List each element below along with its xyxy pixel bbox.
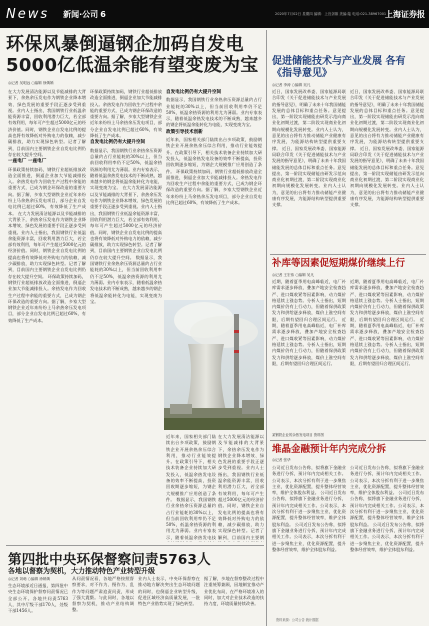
coal-column-1 (272, 279, 346, 405)
coal-column-2 (350, 279, 424, 405)
section-title-en: News (6, 6, 50, 22)
section-divider-2 (270, 440, 426, 441)
storage-column-1 (272, 89, 346, 249)
footer-note: 资料来源：公司公告 统计数据 (276, 618, 319, 622)
inspection-column-2 (72, 576, 134, 625)
lead-paragraph-8: 在大力发展清洁能源以及节能减排的大背景下，余热余压发电作为钢铁企业降本增效、绿色发展的重要手段正逐步受到重视。业内人士指出，我国钢铁行业低温余能资源丰富，回收利用潜力巨大，若全部有效利用，每年可产生超过5000亿元的经济价值。同时，钢铁企业自发电比例的提高也将有效降低对外购电力的依赖，减少碳排放，助力实现绿色转型。记者了解到，目前国内主要钢 (218, 434, 264, 540)
lead-column-5 (218, 434, 264, 542)
column-divider (266, 30, 267, 626)
inspection-column-1 (8, 583, 68, 625)
lead-paragraph-5: 数据显示，我国钢铁行业余热余压资源总量约占行业能耗的30%以上，但当前回收利用率仍不足50%，低温余热资源的利用尤为薄弱。业内专家表示，随着低温余热发电技术的不断成熟，越来越多的钢企将低温余能转化为电能，实现变废为宝。 (166, 97, 262, 128)
lead-subheading-1: 一座电厂 一座电厂 (8, 159, 47, 165)
lead-paragraph-6b: 环保政策持续加码，钢铁行业超低排放改造全面推进，倒逼企业加大节能减排投入。余热发电作为回收生产过程中余能的重要方式，已成为钢企环保改造的重要方向。据了解，多家大型钢铁企业近年来纷纷上马余热余压发电项目，部分企业自发电比例已超过60%，有效降低了生产成本。 (166, 168, 262, 206)
lead-column-4 (166, 434, 216, 542)
storage-paragraph-4: 近日，国家发展改革委、国家能源局联合印发《关于促进储能技术与产业发展的指导意见》，明确了未来十年我国储能发展的总体目标和重点任务。意见提出，第一阶段实现储能由研发示范向商业化初期过渡，第二阶段实现商业化初期向规模化发展转变。业内人士认为，意见的出台将有力推动储能产业健康有序发展，为能源结构转型提供重要支撑。 (350, 145, 424, 208)
photo-caption: 某钢铁企业的余热发电项目 资料图 (272, 433, 324, 437)
lead-paragraph-4: 数据显示，我国钢铁行业余热余压资源总量约占行业能耗的30%以上，但当前回收利用率仍不足50%，低温余热资源的利用尤为薄弱。业内专家表示，随着低温余热发电技术的不断成熟，越来越多的钢企将低温余能转化为电能，实现变废为宝。 (90, 147, 162, 191)
coal-paragraph-1: 近期，随着夏季用电高峰临近，电厂补库需求逐步释放，叠加产地安全检查趋严、进口煤收紧等因素影响，动力煤价格延续上涨态势。分析人士指出，短期内煤价仍有上行动力，但随着保供政策发力和供给逐步释放，煤价上涨空间有限，后期有望回归合理区间运行。 (272, 279, 346, 322)
lead-paragraph-4c: 数据显示，我国钢铁行业余热余压资源总量约占行业能耗的30%以上，但当前回收利用率仍不足50%，低温余热资源的利用尤为薄弱。业内专家表示，随着低温余热发电技术的不断成熟，越来越多的钢企将低温余能转化为电能，实现变废为宝。 (90, 254, 162, 304)
spinoff-paragraph-1: 公司近日发布公告称，拟将旗下金融业务进行分拆，预计年内完成相关工作。公司表示，本次分拆有利于进一步聚焦主业，优化资源配置，提升整体经营效率，维护全体股东利益。 (272, 465, 346, 496)
coal-paragraph-4: 近期，随着夏季用电高峰临近，电厂补库需求逐步释放，叠加产地安全检查趋严、进口煤收紧等因素影响，动力煤价格延续上涨态势。分析人士指出，短期内煤价仍有上行动力，但随着保供政策发力和供给逐步释放，煤价上涨空间有限，后期有望回归合理区间运行。 (350, 316, 424, 366)
inspection-headline: 第四批中央环保督察问责5763人 (8, 552, 211, 568)
lead-paragraph-1: 在大力发展清洁能源以及节能减排的大背景下，余热余压发电作为钢铁企业降本增效、绿色发展的重要手段正逐步受到重视。业内人士指出，我国钢铁行业低温余能资源丰富，回收利用潜力巨大，若全部有效利用，每年可产生超过5000亿元的经济价值。同时，钢铁企业自发电比例的提高也将有效降低对外购电力的依赖，减少碳排放，助力实现绿色转型。记者了解到，目前国内主要钢铁企业自发电比例仍存在较大提升空间。 (8, 89, 86, 157)
lead-paragraph-2: 环保政策持续加码，钢铁行业超低排放改造全面推进，倒逼企业加大节能减排投入。余热发电作为回收生产过程中余能的重要方式，已成为钢企环保改造的重要方向。据了解，多家大型钢铁企业近年来纷纷上马余热余压发电项目，部分企业自发电比例已超过60%，有效降低了生产成本。 (8, 166, 86, 216)
lead-paragraph-4b: 在大力发展清洁能源以及节能减排的大背景下，余热余压发电作为钢铁企业降本增效、绿色发展的重要手段正逐步受到重视。业内人士指出，我国钢铁行业低温余能资源丰富，回收利用潜力巨大，若全部有效利用，每年可产生超过5000亿元的经济价值。同时，钢铁企业自发电比例的提高也将有效降低对外购电力的依赖，减少碳排放，助力实现绿色转型。记者了解到，目前国内主要钢铁企业自发电比例仍存在较大提升空间。 (90, 185, 162, 260)
lead-paragraph-7: 近年来，国家相关部门陆续出台多项政策，鼓励钢铁企业开展余热余压综合利用，推动行业能效提升。在政策引导下，相关技术装备企业持续加大研发投入，低温余热发电设备的效率不断提高，投资回收期逐步缩短，为钢企大规模推广应用创造了条件。 (166, 434, 216, 502)
lead-paragraph-7b: 数据显示，我国钢铁行业余热余压资源总量约占行业能耗的30%以上，但当前回收利用率仍不足50%，低温余热资源的利用尤为薄弱。业内专家表示，随着低温余热发电技 (166, 496, 216, 540)
lead-column-2 (90, 89, 162, 541)
inspection-paragraph-4: 据了解，多地在督察整改过程中注重统筹兼顾，因地制宜推动产业优化布局，在严格环境准入的同时，加大对企业技术改造的扶持力度，环境质量持续改善。 (204, 576, 264, 607)
lead-subheading-3: 自发电比例仍有大提升空间 (166, 90, 222, 95)
spinoff-paragraph-4: 公司近日发布公告称，拟将旗下金融业务进行分拆，预计年内完成相关工作。公司表示，本次分拆有利于进一步聚焦主业，优化资源配置，提升整体经营效率，维护全体股东利益。 (350, 465, 424, 496)
lead-paragraph-2b: 在大力发展清洁能源以及节能减排的大背景下，余热余压发电作为钢铁企业降本增效、绿色发展的重要手段正逐步受到重视。业内人士指出，我国钢铁行业低温余能资源丰富，回收利用潜力巨大，若全部有效利用，每年可产生超过5000亿元的经济价值。同时，钢铁企业自发电比例的提高也将有效降低对外购电力的依赖，减少碳排放，助力实现绿色转型。记者了解到，目前国内主要钢铁企业自发电比例仍存在较大提升空间。 (8, 210, 86, 279)
lead-paragraph-2c: 环保政策持续加码，钢铁行业超低排放改造全面推进，倒逼企业加大节能减排投入。余热发电作为回收生产过程中余能的重要方式，已成为钢企环保改造的重要方向。据了解，多家大型钢铁企业近年来纷纷上马余热余压发电项目，部分企业自发电比例已超过60%，有效降低了生产成本。 (8, 273, 86, 323)
storage-byline: ◎记者 李涛 ○编辑 吴凡 (272, 83, 311, 87)
lead-column-1 (8, 89, 86, 541)
spinoff-paragraph-6: 公司近日发布公告称，拟将旗下金融业务进行分拆，预计年内完成相关工作。公司表示，本次分拆有利于进一步聚焦主业，优化资源配置，提升整体经营效率，维护全体股东利益。 (350, 521, 424, 552)
section-divider-1 (270, 254, 426, 255)
spinoff-headline: 堆晶金融预计年内完成分拆 (272, 444, 387, 455)
inspection-byline: ◎记者 刘萌 ○编辑 徐嫣嫣 (8, 577, 51, 581)
newspaper-logo: 上海证券报 (385, 9, 425, 19)
coal-byline: ◎记者 王宏伟 ○编辑 吴凡 (272, 273, 315, 277)
spinoff-byline: ◎记者 张华 (272, 458, 291, 462)
lead-byline: ◎记者 吴明远 ○编辑 徐嫣嫣 (8, 81, 54, 85)
lead-paragraph-6: 近年来，国家相关部门陆续出台多项政策，鼓励钢铁企业开展余热余压综合利用，推动行业能效提升。在政策引导下，相关技术装备企业持续加大研发投入，低温余热发电设备的效率不断提高，投资回收期逐步缩短，为钢企大规模推广应用创造了条件。 (166, 137, 262, 174)
spinoff-paragraph-5: 公司近日发布公告称，拟将旗下金融业务进行分拆，预计年内完成相关工作。公司表示，本次分拆有利于进一步聚焦主业，优化资源配置，提升整体经营效率，维护全体股东利益。 (350, 490, 424, 527)
inspection-paragraph-3: 业内人士表示，中央环保督察在推动地方解决突出生态环境问题的同时，也倒逼企业转型升级，促进区域经济高质量发展，一批特色产业借势实现了绿色转型。 (138, 576, 200, 607)
page-number: 6 (100, 9, 106, 19)
coal-paragraph-2: 近期，随着夏季用电高峰临近，电厂补库需求逐步释放，叠加产地安全检查趋严、进口煤收紧等因素影响，动力煤价格延续上涨态势。分析人士指出，短期内煤价仍有上行动力，但随着保供政策发力和供给逐步释放，煤价上涨空间有限，后期有望回归合理区间运行。 (272, 316, 346, 366)
storage-paragraph-2: 近日，国家发展改革委、国家能源局联合印发《关于促进储能技术与产业发展的指导意见》，明确了未来十年我国储能发展的总体目标和重点任务。意见提出，第一阶段实现储能由研发示范向商业化初期过渡，第二阶段实现商业化初期向规模化发展转变。业内人士认为，意见的出台将有力推动储能产业健康有序发展，为能源结构转型提供重要支撑。 (272, 145, 346, 208)
date-line: 2020年7月02日 星期四 编辑：上官剑雄 美编:陆 电话:021-38967001 (275, 12, 387, 16)
section-divider-3 (6, 545, 264, 546)
storage-headline: 促进储能技术与产业发展 各有《指导意见》 (272, 56, 406, 79)
lead-subheading-4: 政策引导技术创新 (166, 129, 203, 135)
spinoff-paragraph-2: 公司近日发布公告称，拟将旗下金融业务进行分拆，预计年内完成相关工作。公司表示，本次分拆有利于进一步聚焦主业，优化资源配置，提升整体经营效率，维护全体股东利益。 (272, 490, 346, 527)
inspection-column-3 (138, 576, 200, 625)
coal-paragraph-3: 近期，随着夏季用电高峰临近，电厂补库需求逐步释放，叠加产地安全检查趋严、进口煤收紧等因素影响，动力煤价格延续上涨态势。分析人士指出，短期内煤价仍有上行动力，但随着保供政策发力和供给逐步释放，煤价上涨空间有限，后期有望回归合理区间运行。 (350, 279, 424, 322)
lead-headline: 环保风暴倒逼钢企加码自发电 5000亿低温余能有望变废为宝 (6, 34, 259, 76)
inspection-paragraph-1: 生态环境部近日通报，第四批中央生态环境保护督察问责情况已全部公开。各地共问责5763人，其中厅级干部170人，处级干部1456人。 (8, 583, 68, 614)
lead-column-3 (166, 89, 262, 297)
spinoff-paragraph-3: 公司近日发布公告称，拟将旗下金融业务进行分拆，预计年内完成相关工作。公司表示，本次分拆有利于进一步聚焦主业，优化资源配置，提升整体经营效率，维护全体股东利益。 (272, 521, 346, 552)
storage-column-2 (350, 89, 424, 249)
coal-headline: 补库等因素促短期煤价继续上行 (272, 258, 406, 269)
storage-paragraph-3: 近日，国家发展改革委、国家能源局联合印发《关于促进储能技术与产业发展的指导意见》，明确了未来十年我国储能发展的总体目标和重点任务。意见提出，第一阶段实现储能由研发示范向商业化初期过渡，第二阶段实现商业化初期向规模化发展转变。业内人士认为，意见的出台将有力推动储能产业健康有序发展，为能源结构转型提供重要支撑。 (350, 89, 424, 151)
spinoff-column-2 (350, 465, 424, 615)
lead-paragraph-3: 环保政策持续加码，钢铁行业超低排放改造全面推进，倒逼企业加大节能减排投入。余热发电作为回收生产过程中余能的重要方式，已成为钢企环保改造的重要方向。据了解，多家大型钢铁企业近年来纷纷上马余热余压发电项目，部分企业自发电比例已超过60%，有效降低了生产成本。 (90, 89, 162, 139)
inspection-column-4 (204, 576, 264, 625)
storage-paragraph-1: 近日，国家发展改革委、国家能源局联合印发《关于促进储能技术与产业发展的指导意见》，明确了未来十年我国储能发展的总体目标和重点任务。意见提出，第一阶段实现储能由研发示范向商业化初期过渡，第二阶段实现商业化初期向规模化发展转变。业内人士认为，意见的出台将有力推动储能产业健康有序发展，为能源结构转型提供重要支撑。 (272, 89, 346, 151)
section-title-cn: 新闻·公司 6 (63, 9, 106, 19)
inspection-paragraph-2: 从问责情况看，各地严格按照督察要求，对不作为、慢作为、乱作为等问题严肃追责问责，形成了强大震慑。与此同时，各地以督察为契机，推动产业结构调整。 (72, 576, 134, 613)
power-plant-image (164, 300, 264, 430)
power-plant-photo (164, 300, 264, 430)
spinoff-column-1 (272, 465, 346, 615)
lead-subheading-2: 自发电比例仍有大提升空间 (90, 140, 146, 146)
inspection-subheadline: 各地以督察为契机，大力推动特色产业转型升级 (8, 567, 155, 575)
masthead (0, 0, 429, 28)
